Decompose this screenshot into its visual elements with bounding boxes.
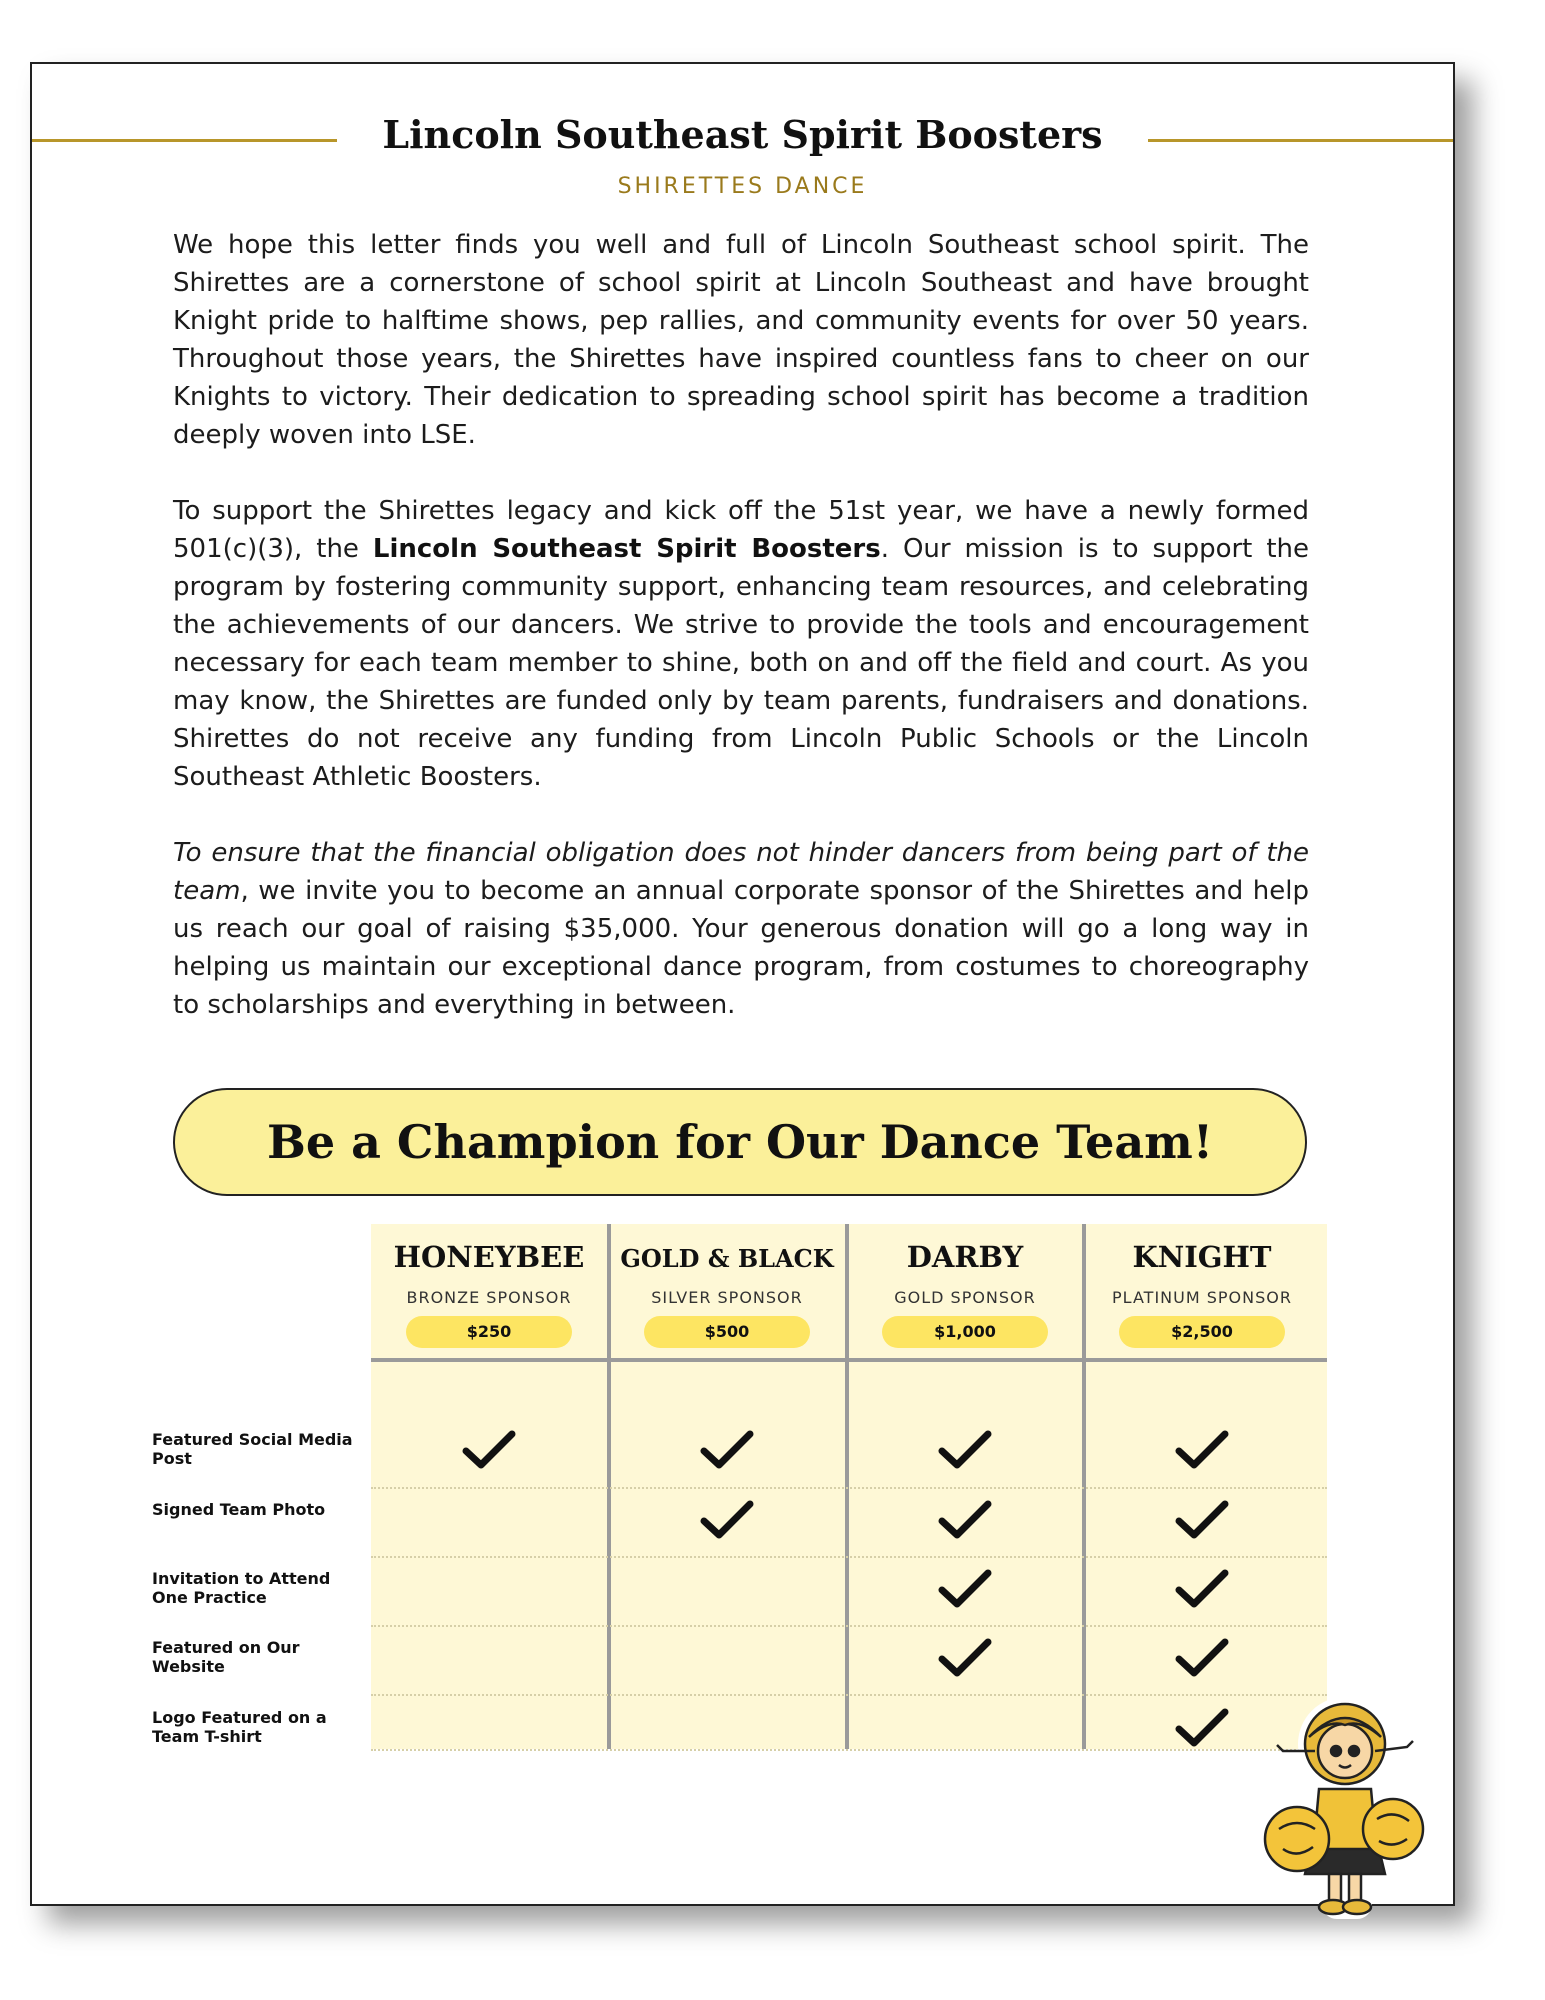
page-title: Lincoln Southeast Spirit Boosters [382,112,1103,157]
tier-name: HONEYBEE [393,1240,585,1274]
tier-header-darby [847,1224,1083,1358]
check-icon [1174,1705,1230,1751]
tier-price-badge: $2,500 [1119,1316,1285,1348]
benefit-label: Featured Social Media Post [152,1430,353,1468]
tier-header-honeybee [371,1224,607,1358]
p2-text-start: To support the Shirettes legacy and kick off the 51st year, we have a newly formed 501(c)(3), the [173,496,1309,564]
p3-text-end: , we invite you to become an annual corporate sponsor of the Shirettes and help us reach our goal of raising $35,000. Your generous donation will go a long way in helping us maintain our exceptional dance program, from costumes to choreography to scholarships and everything in between. [173,876,1309,1020]
champion-banner: Be a Champion for Our Dance Team! [173,1088,1307,1196]
check-icon [461,1427,517,1473]
check-icon [1174,1635,1230,1681]
check-icon [937,1566,993,1612]
check-icon [1174,1497,1230,1543]
tier-name: DARBY [906,1240,1024,1274]
p3-italic-text: To ensure that the financial obligation does not hinder dancers from being part of the team [173,838,1309,906]
tier-price-badge: $1,000 [882,1316,1048,1348]
row-separator-3 [371,1625,1327,1627]
letter-paragraph-2 [173,492,1309,796]
tier-name: GOLD & BLACK [620,1244,834,1273]
tier-price-badge: $500 [644,1316,810,1348]
benefit-label: Signed Team Photo [152,1500,326,1519]
check-icon [1174,1427,1230,1473]
tier-header-gold-black [609,1224,845,1358]
org-name-bold: Lincoln Southeast Spirit Boosters [372,534,881,564]
p2-text-end: . Our mission is to support the program by fostering community support, enhancing team resources, and celebrating the achievements of our dancers. We strive to provide the tools and encouragement necessary for each team member to shine, both on and off the field and court. As you may know, the Shirettes are funded only by team parents, fundraisers and donations. Shirettes do not receive any funding from Lincoln Public Schools or the Lincoln Southeast Athletic Boosters. [173,534,1310,792]
check-icon [937,1427,993,1473]
letter-paragraph-3 [173,834,1309,1024]
check-icon [937,1497,993,1543]
tier-price-badge: $250 [406,1316,572,1348]
tier-name: KNIGHT [1132,1240,1272,1274]
check-icon [937,1635,993,1681]
row-separator-2 [371,1556,1327,1558]
tier-level: PLATINUM SPONSOR [1112,1288,1292,1307]
page-subtitle: SHIRETTES DANCE [617,174,868,199]
row-separator-4 [371,1694,1327,1696]
benefit-label: Invitation to Attend One Practice [152,1569,331,1607]
table-header-divider [371,1358,1327,1362]
sponsor-letter-page [30,62,1455,1906]
benefit-label: Logo Featured on a Team T-shirt [152,1708,327,1746]
letter-body [173,226,1309,1062]
letter-paragraph-1: We hope this letter finds you well and full of Lincoln Southeast school spirit. The Shirettes are a cornerstone of school spirit at Lincoln Southeast and have brought Knight pride to halftime shows, pep rallies, and community events for over 50 years. Throughout those years, the Shirettes have inspired countless fans to cheer on our Knights to victory. Their dedication to spreading school spirit has become a tradition deeply woven into LSE. [173,230,1309,450]
check-icon [699,1427,755,1473]
mascot-cheerleader-illustration [1257,1689,1427,1919]
tier-header-knight [1084,1224,1320,1358]
tier-level: GOLD SPONSOR [894,1288,1036,1307]
row-separator-1 [371,1487,1327,1489]
tier-level: BRONZE SPONSOR [406,1288,572,1307]
check-icon [699,1497,755,1543]
tier-level: SILVER SPONSOR [651,1288,803,1307]
benefit-label: Featured on Our Website [152,1638,300,1676]
check-icon [1174,1566,1230,1612]
